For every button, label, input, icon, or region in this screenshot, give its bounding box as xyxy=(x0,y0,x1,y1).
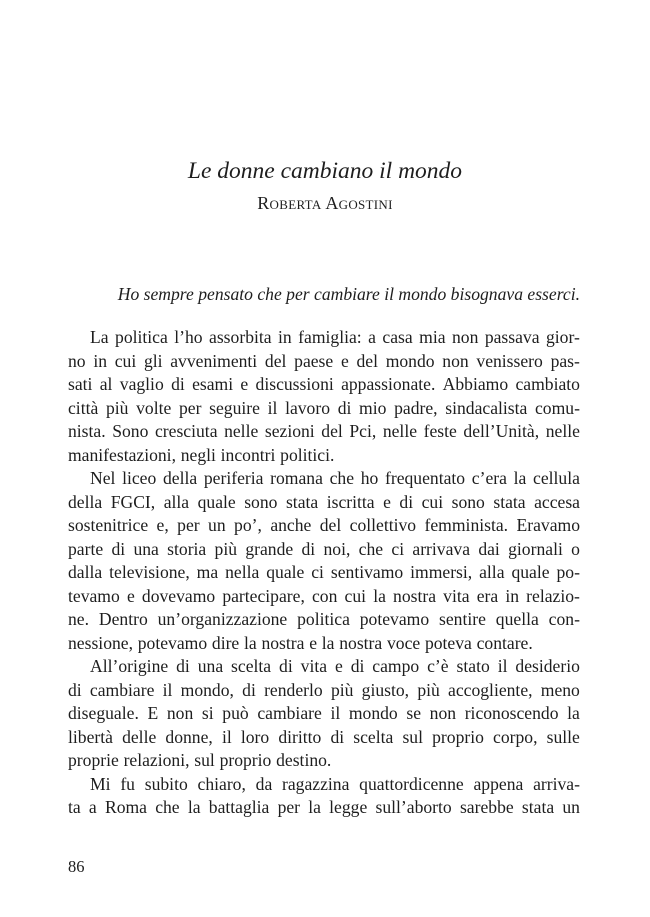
text-line: della FGCI, alla quale sono stata iscritta e di cui sono stata accesa xyxy=(68,491,580,512)
text-line: città più volte per seguire il lavoro di mio padre, sindacalista comu- xyxy=(68,397,580,418)
text-line: libertà delle donne, il loro diritto di scelta sul proprio corpo, sulle xyxy=(68,726,580,747)
text-line: diseguale. E non si può cambiare il mondo se non riconoscendo la xyxy=(68,703,580,723)
text-line: Nel liceo della periferia romana che ho frequentato c’era la cellula xyxy=(90,468,580,488)
chapter-title: Le donne cambiano il mondo xyxy=(187,158,463,184)
text-line: ne. Dentro un’organizzazione politica potevamo sentire quella con- xyxy=(68,609,580,629)
text-line: nista. Sono cresciuta nelle sezioni del Pci, nelle feste dell’Unità, nelle xyxy=(68,421,580,441)
text-line: manifestazioni, negli incontri politici. xyxy=(68,444,335,465)
text-line: La politica l’ho assorbita in famiglia: a casa mia non passava gior- xyxy=(90,327,580,347)
text-line: tevamo e dovevamo partecipare, con cui la nostra vita era in relazio- xyxy=(68,585,580,606)
text-line: nessione, potevamo dire la nostra e la nostra voce poteva contare. xyxy=(68,632,533,653)
text-line: ta a Roma che la battaglia per la legge sull’aborto sarebbe stata un xyxy=(68,797,580,817)
text-line: sostenitrice e, per un po’, anche del collettivo femminista. Eravamo xyxy=(68,515,580,535)
body-text xyxy=(68,326,580,820)
chapter-author: Roberta Agostini xyxy=(257,193,393,213)
text-line: dalla televisione, ma nella quale ci sentivamo immersi, alla quale po- xyxy=(68,562,580,582)
text-line: proprie relazioni, sul proprio destino. xyxy=(68,750,332,770)
text-line: All’origine di una scelta di vita e di campo c’è stato il desiderio xyxy=(90,656,580,676)
text-line: di cambiare il mondo, di renderlo più giusto, più accogliente, meno xyxy=(68,679,580,700)
text-line: Mi fu subito chiaro, da ragazzina quattordicenne appena arriva- xyxy=(90,773,580,794)
text-line: sati al vaglio di esami e discussioni appassionate. Abbiamo cambiato xyxy=(68,374,580,394)
text-line: no in cui gli avvenimenti del paese e del mondo non venissero pas- xyxy=(68,350,580,371)
page-number: 86 xyxy=(68,857,85,876)
text-line: parte di una storia più grande di noi, che ci arrivava dai giornali o xyxy=(68,538,580,559)
epigraph: Ho sempre pensato che per cambiare il mondo bisognava esserci. xyxy=(117,284,580,304)
